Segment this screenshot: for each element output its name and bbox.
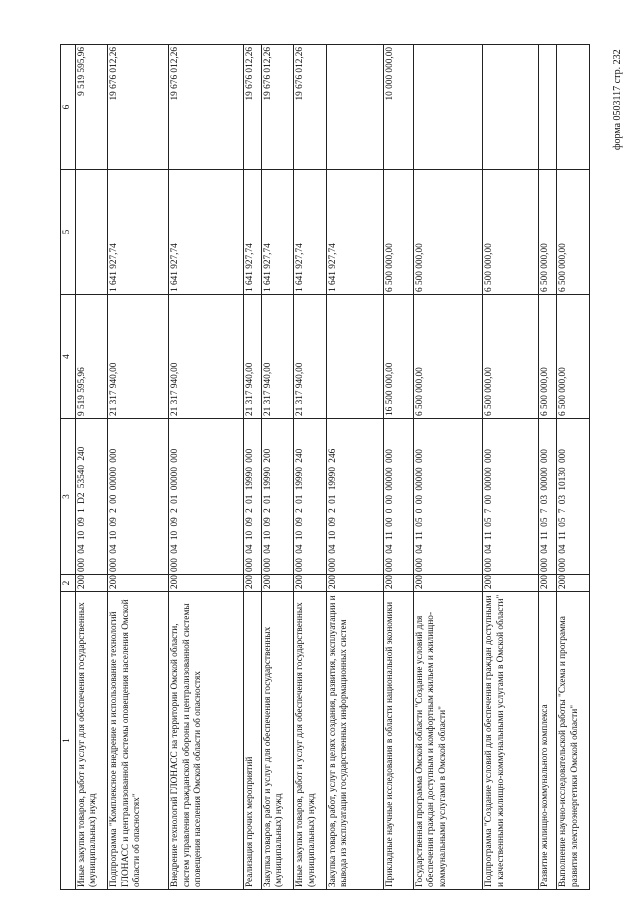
- row-unexecuted-cell: 19 676 012,26: [294, 45, 327, 170]
- row-executed-cell: [75, 170, 108, 295]
- row-unexecuted-cell: [413, 45, 483, 170]
- table-header-row: [61, 45, 76, 890]
- row-budget-code-cell: 000 04 10 09 2 01 19990 246: [326, 419, 383, 575]
- row-name-cell: Развитие жилищно-коммунального комплекса: [539, 592, 557, 890]
- row-budget-code-cell: 000 04 10 09 2 01 19990 240: [294, 419, 327, 575]
- row-executed-cell: 1 641 927,74: [169, 170, 244, 295]
- form-stamp: [612, 10, 632, 150]
- row-executed-cell: 6 500 000,00: [383, 170, 413, 295]
- row-line-code-cell: 200: [539, 575, 557, 592]
- row-name-cell: Реализация прочих мероприятий: [243, 592, 261, 890]
- row-budget-code-cell: 000 04 11 05 0 00 00000 000: [413, 419, 483, 575]
- row-budget-code-cell: 000 04 11 00 0 00 00000 000: [383, 419, 413, 575]
- row-unexecuted-cell: [326, 45, 383, 170]
- row-executed-cell: 6 500 000,00: [539, 170, 557, 295]
- row-unexecuted-cell: [483, 45, 539, 170]
- table-row: [169, 45, 244, 890]
- row-unexecuted-cell: 10 000 000,00: [383, 45, 413, 170]
- row-line-code-cell: 200: [243, 575, 261, 592]
- row-unexecuted-cell: 19 676 012,26: [243, 45, 261, 170]
- column-header: 4: [61, 295, 76, 419]
- row-line-code-cell: 200: [326, 575, 383, 592]
- row-executed-cell: 6 500 000,00: [413, 170, 483, 295]
- row-unexecuted-cell: 19 676 012,26: [108, 45, 169, 170]
- row-approved-cell: 21 317 940,00: [108, 295, 169, 419]
- row-approved-cell: 6 500 000,00: [557, 295, 590, 419]
- row-approved-cell: 6 500 000,00: [483, 295, 539, 419]
- row-name-cell: Закупка товаров, работ и услуг для обеспечения государственных (муниципальных) нужд: [261, 592, 294, 890]
- row-approved-cell: 16 500 000,00: [383, 295, 413, 419]
- row-line-code-cell: 200: [383, 575, 413, 592]
- row-budget-code-cell: 000 04 11 05 7 03 00000 000: [539, 419, 557, 575]
- table-row: [261, 45, 294, 890]
- row-unexecuted-cell: 9 519 595,96: [75, 45, 108, 170]
- table-row: [483, 45, 539, 890]
- column-header: 3: [61, 419, 76, 575]
- row-budget-code-cell: 000 04 10 09 1 D2 53540 240: [75, 419, 108, 575]
- row-name-cell: Подпрограмма "Комплексное внедрение и использование технологий ГЛОНАСС и централизованной системы оповещения населения Омской области об опасностях": [108, 592, 169, 890]
- table-row: [243, 45, 261, 890]
- row-approved-cell: 21 317 940,00: [243, 295, 261, 419]
- row-line-code-cell: 200: [483, 575, 539, 592]
- row-budget-code-cell: 000 04 11 05 7 03 10130 000: [557, 419, 590, 575]
- row-approved-cell: 21 317 940,00: [261, 295, 294, 419]
- row-approved-cell: 21 317 940,00: [294, 295, 327, 419]
- row-executed-cell: 6 500 000,00: [483, 170, 539, 295]
- row-budget-code-cell: 000 04 11 05 7 00 00000 000: [483, 419, 539, 575]
- row-budget-code-cell: 000 04 10 09 2 01 19990 000: [243, 419, 261, 575]
- row-executed-cell: 1 641 927,74: [243, 170, 261, 295]
- table-row: [413, 45, 483, 890]
- row-name-cell: Закупка товаров, работ, услуг в целях создания, развития, эксплуатации и вывода из эксплуатации государственных информационных систем: [326, 592, 383, 890]
- row-approved-cell: [326, 295, 383, 419]
- row-name-cell: Государственная программа Омской области "Создание условий для обеспечения граждан доступным и комфортным жильем и жилищно-коммунальными услугами в Омской области": [413, 592, 483, 890]
- table-row: [294, 45, 327, 890]
- row-unexecuted-cell: [539, 45, 557, 170]
- row-line-code-cell: 200: [557, 575, 590, 592]
- row-approved-cell: 6 500 000,00: [539, 295, 557, 419]
- row-name-cell: Иные закупки товаров, работ и услуг для обеспечения государственных (муниципальных) нужд: [294, 592, 327, 890]
- row-executed-cell: 1 641 927,74: [261, 170, 294, 295]
- row-name-cell: Выполнение научно-исследовательской работы "Схема и программа развития электроэнергетики Омской области": [557, 592, 590, 890]
- table-row: [383, 45, 413, 890]
- row-approved-cell: 9 519 595,96: [75, 295, 108, 419]
- row-executed-cell: 1 641 927,74: [294, 170, 327, 295]
- row-name-cell: Прикладные научные исследования в области национальной экономики: [383, 592, 413, 890]
- row-unexecuted-cell: 19 676 012,26: [261, 45, 294, 170]
- budget-table: [60, 44, 590, 890]
- table-row: [539, 45, 557, 890]
- row-executed-cell: 1 641 927,74: [326, 170, 383, 295]
- table-row: [75, 45, 108, 890]
- row-line-code-cell: 200: [75, 575, 108, 592]
- form-stamp-text: форма 0503117 стр. 232: [612, 49, 623, 150]
- row-executed-cell: 6 500 000,00: [557, 170, 590, 295]
- column-header: 5: [61, 170, 76, 295]
- row-approved-cell: 21 317 940,00: [169, 295, 244, 419]
- table-row: [108, 45, 169, 890]
- column-header: 1: [61, 592, 76, 890]
- row-line-code-cell: 200: [294, 575, 327, 592]
- row-name-cell: Иные закупки товаров, работ и услуг для обеспечения государственных (муниципальных) нужд: [75, 592, 108, 890]
- row-approved-cell: 6 500 000,00: [413, 295, 483, 419]
- row-name-cell: Подпрограмма "Создание условий для обеспечения граждан доступными и качественными жилищно-коммунальными услугами в Омской области": [483, 592, 539, 890]
- row-unexecuted-cell: [557, 45, 590, 170]
- row-line-code-cell: 200: [108, 575, 169, 592]
- row-line-code-cell: 200: [169, 575, 244, 592]
- column-header: 6: [61, 45, 76, 170]
- row-name-cell: Внедрение технологий ГЛОНАСС на территории Омской области, систем управления гражданской обороны и централизованной системы оповещения населения Омской области об опасностях: [169, 592, 244, 890]
- table-row: [557, 45, 590, 890]
- rotated-table-container: [60, 45, 590, 890]
- row-unexecuted-cell: 19 676 012,26: [169, 45, 244, 170]
- row-budget-code-cell: 000 04 10 09 2 01 00000 000: [169, 419, 244, 575]
- row-executed-cell: 1 641 927,74: [108, 170, 169, 295]
- table-row: [326, 45, 383, 890]
- row-budget-code-cell: 000 04 10 09 2 00 00000 000: [108, 419, 169, 575]
- row-line-code-cell: 200: [413, 575, 483, 592]
- row-budget-code-cell: 000 04 10 09 2 01 19990 200: [261, 419, 294, 575]
- row-line-code-cell: 200: [261, 575, 294, 592]
- column-header: 2: [61, 575, 76, 592]
